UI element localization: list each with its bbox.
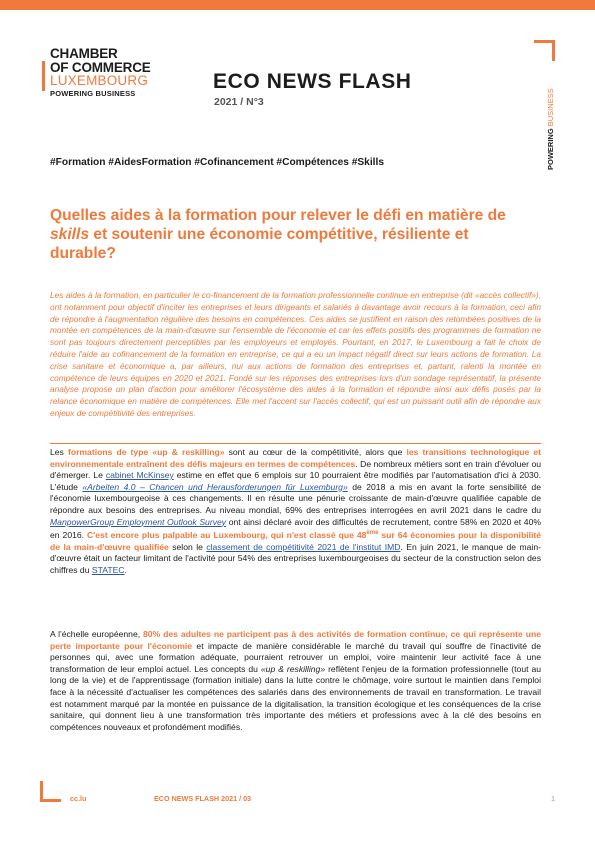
side-label-rest: BUSINESS [546,88,555,129]
logo-line-1: CHAMBER [50,46,118,61]
statec-link[interactable]: STATEC [91,564,125,575]
chamber-logo [50,47,151,97]
arbeiten-study-link[interactable]: «Arbeiten 4.0 – Chancen und Herausforderungen für Luxemburg» [82,481,348,492]
section-divider [50,443,541,444]
intro-paragraph: Les aides à la formation, en particulier le co-financement de la formation professionnelle continue en entreprise (dit «accès collectif»), ont notamment pour objectif d'inciter les entreprises et leurs dirigeants et salariés à davantage avoir recours à la formation, ceci afin de répondre à l'augmentation régulière des besoins en compétences. Ces aides se justifient en raison des retombées positives de la montée en compétences de la main-d'œuvre sur l'ensemble de l'économie et car les effets positifs des programmes de formation ne sont pas toujours directement perceptibles par les employeurs et employés. Pourtant, en 2017, le Luxembourg a fait le choix de réduire l'aide au cofinancement de la formation en entreprise, ce qui a eu un impact négatif direct sur leurs actions de formation. La crise sanitaire et économique a, par ailleurs, nui aux actions de formation des entreprises et, partant, ralenti la montée en compétence de leurs équipes en 2020 et 2021. Fondé sur les réponses des entreprises lors d'un sondage représentatif, la présente analyse propose un plan d'action pour améliorer l'écosystème des aides à la formation et répondre ainsi aux défis posés par la relance économique en matière de compétences. Elle met l'accent sur l'accès collectif, qui est un puissant outil afin de répondre aux enjeux de compétitivité des entreprises. [50,290,541,418]
logo-accent-bar [42,61,45,91]
highlight-run: sur 64 économies pour la disponibilité de la main-d'œuvre qualifiée [50,530,541,552]
text-run: . De nombreux métiers sont en train d'évoluer ou d'émerger. Le [50,458,542,481]
headline-part-c: et soutenir une économie compétitive, résiliente et durable? [50,226,469,262]
side-label [546,74,566,174]
top-accent-bar [0,0,595,10]
page-title: ECO NEWS FLASH [213,70,412,93]
text-run: estime en effet que 6 emplois sur 10 pourraient être modifiés par l'automatisation d'ici à 2030. L'étude [50,470,542,492]
text-run: A l'échelle européenne, [50,629,144,639]
highlight-run: C'est encore plus palpable au Luxembourg, qui n'est classé que 48 [87,530,367,541]
logo-line-2: OF COMMERCE [50,59,151,75]
body-paragraph-2 [50,629,541,733]
text-run: Les [50,447,68,457]
mckinsey-link[interactable]: cabinet McKinsey [105,470,174,481]
text-run: de 2018 a mis en avant la forte sensibilité de l'économie luxembourgeoise à ces changements. Il en résulte une pénurie croissante de main-d'œuvre qualifiée capable de répondre aux besoins des entreprises. Au niveau mondial, 69% des entreprises interrogées en avril 2021 dans le cadre du [50,481,541,515]
text-run: sont au cœur de la compétitivité, alors que [224,447,407,457]
footer-site-link[interactable]: cc.lu [70,794,87,803]
footer-title: ECO NEWS FLASH 2021 / 03 [154,794,252,803]
logo-line-3: LUXEMBOURG [50,73,149,88]
text-run: . [124,564,127,575]
corner-mark-top-right [534,40,555,61]
headline [50,206,530,263]
highlight-run: formations de type «up & reskilling» [67,447,225,457]
text-run: selon le [168,541,207,552]
side-label-bold: POWERING [546,128,555,170]
hashtags: #Formation #AidesFormation #Cofinancement #Compétences #Skills [50,157,385,168]
highlight-run: les transitions technologique et environnementale entraînent des défis majeurs en termes de compétences [50,447,542,469]
body-paragraph-1 [50,447,541,577]
corner-mark-bottom-left [40,781,61,802]
issue-number: 2021 / N°3 [214,96,264,108]
headline-part-a: Quelles aides à la formation pour relever le défi en matière de [50,207,506,224]
manpower-survey-link[interactable]: ManpowerGroup Employment Outlook Survey [50,516,227,527]
imd-ranking-link[interactable]: classement de compétitivité 2021 de l'institut IMD [206,541,401,552]
page-number: 1 [551,794,555,803]
text-run: . En juin 2021, le manque de main-d'œuvre était un facteur limitant de l'activité pour 54% des entreprises luxembourgeoises du secteur de la construction selon des chiffres du [50,541,541,575]
logo-tagline: POWERING BUSINESS [50,88,136,98]
text-run: ont ainsi déclaré avoir des difficultés de recrutement, contre 58% en 2020 et 40% en 2016. [50,516,542,541]
highlight-run: 80% des adultes ne participent pas à des activités de formation continue, ce qui représente une perte importante pour l'économie [50,629,541,651]
headline-part-b: skills [50,226,90,243]
italic-run: «up & reskilling» [260,663,326,674]
superscript: ème [366,530,379,537]
text-run: reflètent l'enjeu de la formation professionnelle (tout au long de la vie) et de l'apprentissage (formation initiale) dans la lutte contre le chômage, voire surtout le maintien dans l'emploi face à la nécessité d'actualiser les compétences des salariés dans des environnements de travail en transformation. Le travail est notamment marqué par la montée en puissance de la digitalisation, la transition écologique et les conséquences de la crise sanitaire, qui donnent lieu à une transformation très importante des métiers et professions avec à la clé des besoins en compétences nouveaux et profondément modifiés. [50,663,541,732]
text-run: et impacte de manière considérable le marché du travail qui souffre de l'inactivité de personnes qui, avec une formation adéquate, pourraient retrouver un emploi, voire maintenir leur activité face à une transformation de leur emploi actuel. Les concepts du [50,640,541,674]
